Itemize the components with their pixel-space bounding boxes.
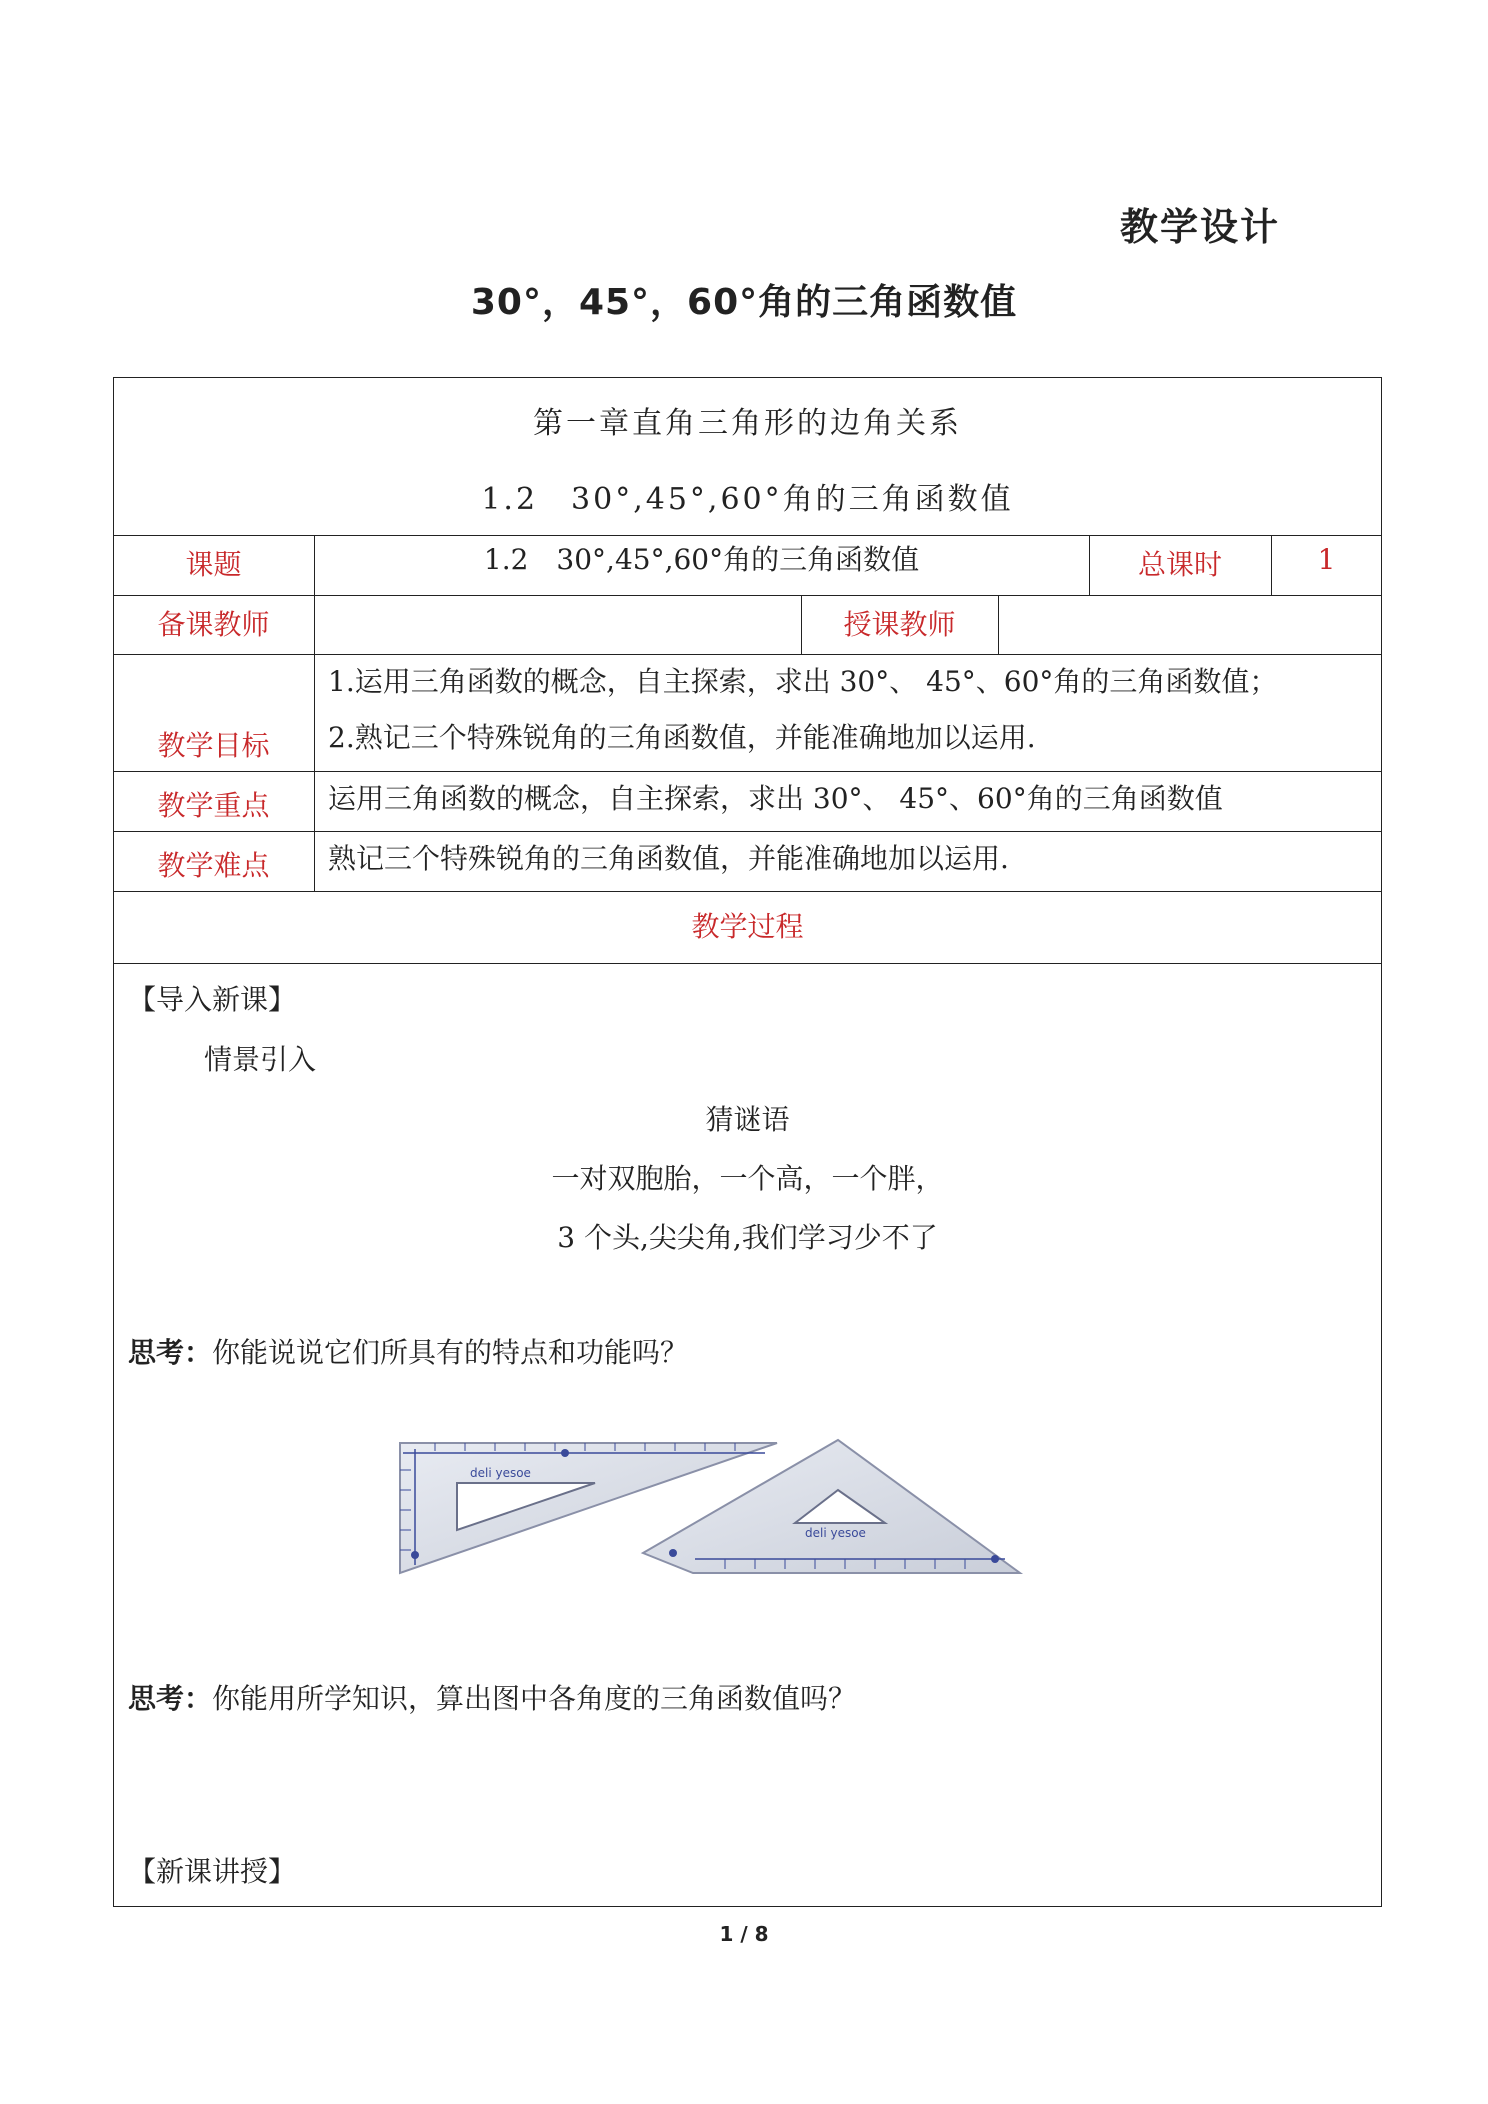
table-divider [113,891,1382,892]
process-label: 教学过程 [691,910,804,943]
think-text: 你能用所学知识，算出图中各角度的三角函数值吗？ [212,1682,857,1715]
page-number: 1 / 8 [719,1922,769,1946]
total-hours-label: 总课时 [1137,548,1222,581]
scene-intro: 情景引入 [204,1043,317,1076]
think-text: 你能说说它们所具有的特点和功能吗？ [212,1336,689,1369]
document-heading: 教学设计 [1120,205,1281,249]
table-column-divider [314,535,315,891]
goal-item-2: 2.熟记三个特殊锐角的三角函数值，并能准确地加以运用. [328,721,1036,754]
think-question-2 [128,1677,856,1717]
riddle-line-2: 3 个头,尖尖角,我们学习少不了 [557,1221,938,1254]
riddle-title: 猜谜语 [705,1103,790,1136]
topic-value: 1.2 30°,45°,60°角的三角函数值 [483,543,920,576]
table-column-divider [998,595,999,654]
difficult-points-value: 熟记三个特殊锐角的三角函数值，并能准确地加以运用. [328,842,1009,875]
riddle-line-1: 一对双胞胎，一个高，一个胖， [551,1162,944,1195]
new-lesson-heading: 【新课讲授】 [128,1855,297,1888]
table-divider [113,654,1382,655]
table-divider [113,771,1382,772]
table-divider [113,595,1382,596]
document-title: 30°，45°，60°角的三角函数值 [470,282,1018,323]
teach-teacher-label: 授课教师 [843,608,956,641]
set-squares-illustration [395,1435,1035,1580]
table-divider [113,963,1382,964]
intro-heading: 【导入新课】 [128,983,297,1016]
ruler-brand-right: deli yesoe [805,1526,866,1540]
topic-label: 课题 [185,548,242,581]
key-points-value: 运用三角函数的概念，自主探索，求出 30°、 45°、60°角的三角函数值 [328,782,1223,815]
goals-label: 教学目标 [157,729,270,762]
prep-teacher-label: 备课教师 [157,608,270,641]
key-points-label: 教学重点 [157,789,270,822]
table-divider [113,831,1382,832]
section-title: 1.2 30°,45°,60°角的三角函数值 [481,482,1014,517]
think-label: 思考： [128,1336,213,1369]
ruler-brand-left: deli yesoe [470,1466,531,1480]
think-label: 思考： [128,1682,213,1715]
chapter-title: 第一章直角三角形的边角关系 [533,406,962,441]
think-question-1 [128,1331,688,1371]
table-divider [113,535,1382,536]
total-hours-value: 1 [1317,543,1336,576]
goal-item-1: 1.运用三角函数的概念，自主探索，求出 30°、 45°、60°角的三角函数值； [328,665,1278,698]
difficult-points-label: 教学难点 [157,849,270,882]
